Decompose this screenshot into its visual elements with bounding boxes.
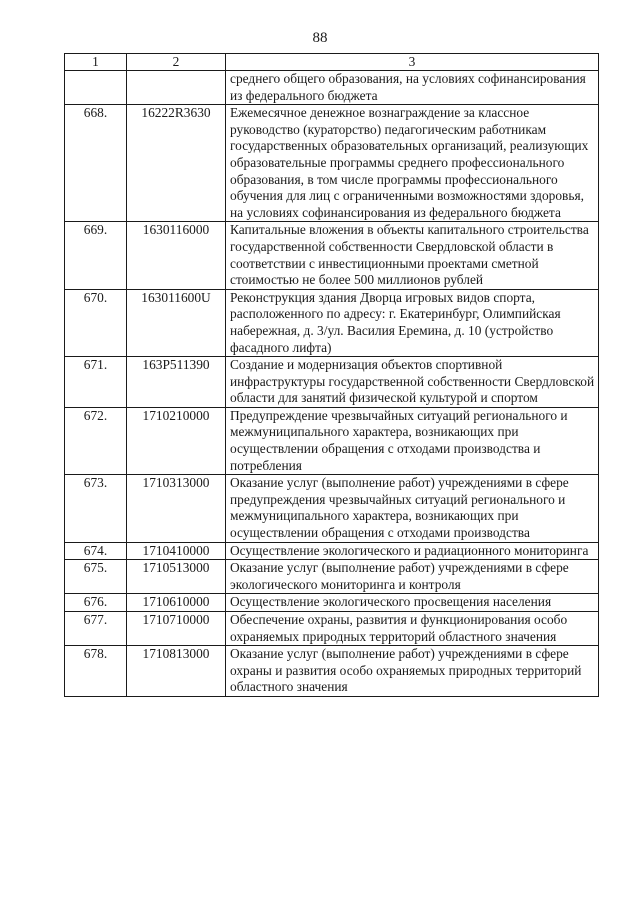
row-number: 669. xyxy=(65,222,127,289)
row-number: 670. xyxy=(65,289,127,356)
row-description: Ежемесячное денежное вознаграждение за классное руководство (кураторство) педагогическим работникам государственных образовательных организаций, реализующих образовательные программы среднего профессионального образования, в том числе программы профессионального обучения для лиц с ограниченными возможностями здоровья, на условиях софинансирования из федерального бюджета xyxy=(226,105,599,222)
row-number: 671. xyxy=(65,357,127,408)
row-code: 1630116000 xyxy=(127,222,226,289)
row-description: Оказание услуг (выполнение работ) учреждениями в сфере экологического мониторинга и контроля xyxy=(226,560,599,594)
row-description: Капитальные вложения в объекты капитального строительства государственной собственности Свердловской области в соответствии с инвестиционными проектами сметной стоимостью не более 500 миллионов рублей xyxy=(226,222,599,289)
table-row xyxy=(65,475,599,542)
row-code: 163P511390 xyxy=(127,357,226,408)
table-row xyxy=(65,542,599,560)
row-description: среднего общего образования, на условиях софинансирования из федерального бюджета xyxy=(226,71,599,105)
column-header-3: 3 xyxy=(226,54,599,71)
row-description: Обеспечение охраны, развития и функционирования особо охраняемых природных территорий областного значения xyxy=(226,612,599,646)
column-header-2: 2 xyxy=(127,54,226,71)
table-row xyxy=(65,105,599,222)
row-description: Оказание услуг (выполнение работ) учреждениями в сфере охраны и развития особо охраняемых природных территорий областного значения xyxy=(226,646,599,697)
row-number: 678. xyxy=(65,646,127,697)
row-description: Создание и модернизация объектов спортивной инфраструктуры государственной собственности Свердловской области для занятий физической культурой и спортом xyxy=(226,357,599,408)
row-description: Предупреждение чрезвычайных ситуаций регионального и межмуниципального характера, возникающих при осуществлении обращения с отходами производства и потребления xyxy=(226,407,599,474)
table-row xyxy=(65,71,599,105)
row-code: 1710313000 xyxy=(127,475,226,542)
table-row xyxy=(65,289,599,356)
row-description: Осуществление экологического просвещения населения xyxy=(226,594,599,612)
table-row xyxy=(65,594,599,612)
row-code: 1710610000 xyxy=(127,594,226,612)
row-code: 1710710000 xyxy=(127,612,226,646)
row-number: 677. xyxy=(65,612,127,646)
row-code: 163011600U xyxy=(127,289,226,356)
row-code: 1710513000 xyxy=(127,560,226,594)
table-row xyxy=(65,646,599,697)
table-row xyxy=(65,612,599,646)
row-number: 676. xyxy=(65,594,127,612)
row-number: 673. xyxy=(65,475,127,542)
row-code: 1710210000 xyxy=(127,407,226,474)
row-code: 16222R3630 xyxy=(127,105,226,222)
row-number: 675. xyxy=(65,560,127,594)
row-description: Оказание услуг (выполнение работ) учреждениями в сфере предупреждения чрезвычайных ситуаций регионального и межмуниципального характера, возникающих при осуществлении обращения с отходами производства xyxy=(226,475,599,542)
row-description: Реконструкция здания Дворца игровых видов спорта, расположенного по адресу: г. Екатеринбург, Олимпийская набережная, д. 3/ул. Василия Еремина, д. 10 (устройство фасадного лифта) xyxy=(226,289,599,356)
row-code: 1710410000 xyxy=(127,542,226,560)
row-code xyxy=(127,71,226,105)
table-row xyxy=(65,222,599,289)
row-description: Осуществление экологического и радиационного мониторинга xyxy=(226,542,599,560)
budget-classification-table xyxy=(64,53,599,697)
row-number: 672. xyxy=(65,407,127,474)
table-row xyxy=(65,407,599,474)
column-header-1: 1 xyxy=(65,54,127,71)
table-row xyxy=(65,357,599,408)
row-code: 1710813000 xyxy=(127,646,226,697)
page-number: 88 xyxy=(312,30,328,46)
table-row xyxy=(65,560,599,594)
row-number xyxy=(65,71,127,105)
table-body xyxy=(65,71,599,697)
table-header-row xyxy=(65,54,599,71)
row-number: 668. xyxy=(65,105,127,222)
table-header xyxy=(65,54,599,71)
row-number: 674. xyxy=(65,542,127,560)
